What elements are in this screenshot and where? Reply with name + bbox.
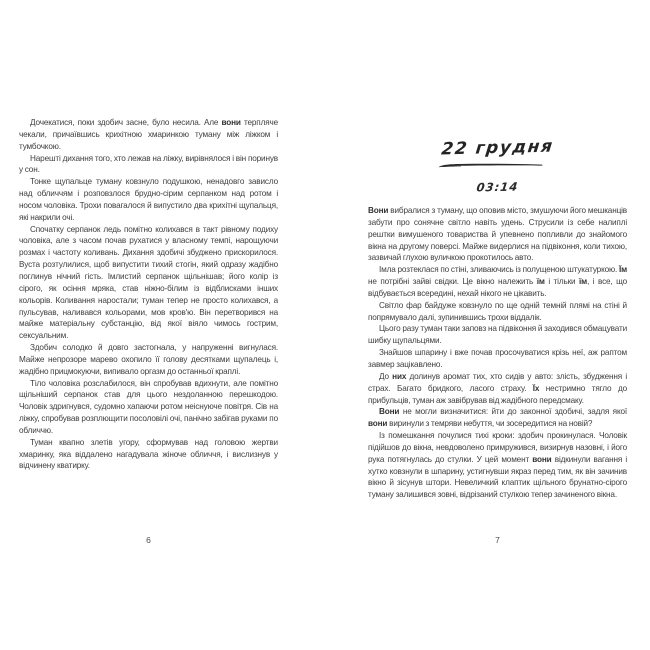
paragraph: Туман квапно злетів угору, сформував над головою жертви хмаринку, яка віддалено нагадувала жіноче обличчя, і вислизнув у відчинену кватирку. [19,437,278,471]
paragraph: Світло фар байдуже ковзнуло по ще одній темній плямі на стіні й попрямувало далі, зупинившись трохи віддалік. [368,300,627,322]
paragraph: Вони вибралися з туману, що оповив місто, змушуючи його мешканців забути про сонячне світло навіть удень. Струсили із себе налиплі рештки вимушеного товариства й упевнено попливли до знайомого вікна на другому поверсі. Майже видерлися на підвіконня, коли тихою, зазвичай глухою вуличкою прокотилось авто. [368,206,627,263]
paragraph: Здобич солодко й довго застогнала, у напруженні вигнулася. Майже непрозоре марево охопило її голову десятками щупалець і, жадібно прицмокуючи, випивало оргазм до останньої краплі. [19,343,278,376]
paragraph: Вони не могли визначитися: йти до законної здобичі, задля якої вони виринули з темряви небуття, чи зосередитися на новій? [368,407,627,429]
paragraph: Дочекатися, поки здобич засне, було несила. Але вони терпляче чекали, причаївшись крихітною хмаринкою туману між ліжком і тумбочкою. [19,118,278,151]
chapter-underline-brush-stroke [437,160,544,169]
page-number-right: 7 [495,535,500,545]
paragraph: Імла розтеклася по стіні, зливаючись із полущеною штукатуркою. Їм не потрібні зайві свідки. Це вікно належить їм і тільки їм, і все, що відбувається всередині, нехай нікого не цікавить. [368,265,628,298]
chapter-date-heading: 22 грудня [440,136,555,160]
paragraph: До них долинув аромат тих, хто сидів у авто: злість, збудження і страх. Багато бридкого, ласого страху. Їх нестримно тягло до прибульців, туман аж завібрував від жадібного передсмаку. [368,371,627,405]
paragraph: Тіло чоловіка розслабилося, він спробував вдихнути, але помітно щільніший серпанок став для цього нездоланною перешкодою. Чоловік здригнувся, судомно хапаючи ротом неіснуюче повітря. Сів на ліжку, спробував розплющити посоловілі очі, панічно забігав руками по обличчю. [19,378,278,435]
page-right-text [368,205,627,501]
paragraph: Із помешкання почулися тихі кроки: здобич прокинулася. Чоловік підійшов до вікна, невдоволено примружився, визирнув назовні, і його рука потягнулась до стулки. У цей момент вони відкинули вагання і хутко ковзнули в шпарину, устигнувши якраз перед тим, як він зачинив вікно й зісунув штори. Невеличкий клаптик щільного брунатно-сірого туману залишився зовні, відрізаний стулкою тепер зачиненого вікна. [368,431,627,500]
chapter-time: 03:14 [475,179,520,195]
page-number-left: 6 [146,535,151,545]
paragraph: Спочатку серпанок ледь помітно колихався в такт рівному подиху чоловіка, але з часом почав рухатися у власному темпі, нарощуючи розмах і частоту коливань. Дихання здобичі збуджено прискорилося. Вуста розтулилися, щоб випустити тихий стогін, який одразу жадібно поглинув нічний гість. Імлистий серпанок щільнішав; його колір із сірого, як осіння мряка, став ніжно-білим із відблисками інших кольорів. Коливання наростали; туман тепер не просто колихався, а пульсував, наливався кольорами, мов кров'ю. Він перетворився на майже матеріальну субстанцію, від якої віяло чимось гострим, сексуальним. [19,224,278,341]
page-left-text [19,117,278,472]
paragraph: Цього разу туман таки заповз на підвіконня й заходився обмацувати шибку щупальцями. [368,324,627,346]
paragraph: Нарешті дихання того, хто лежав на ліжку, вирівнялося і він поринув у сон. [19,153,278,175]
paragraph: Знайшов шпарину і вже почав просочуватися крізь неї, аж раптом завмер зацікавлено. [368,348,627,369]
paragraph: Тонке щупальце туману ковзнуло подушкою, ненадовго зависло над обличчям і розповзлося брудно-сірим серпанком над ротом і носом чоловіка. Трохи повагалося й випустило два крихітні щупальця, які накрили очі. [19,177,278,222]
